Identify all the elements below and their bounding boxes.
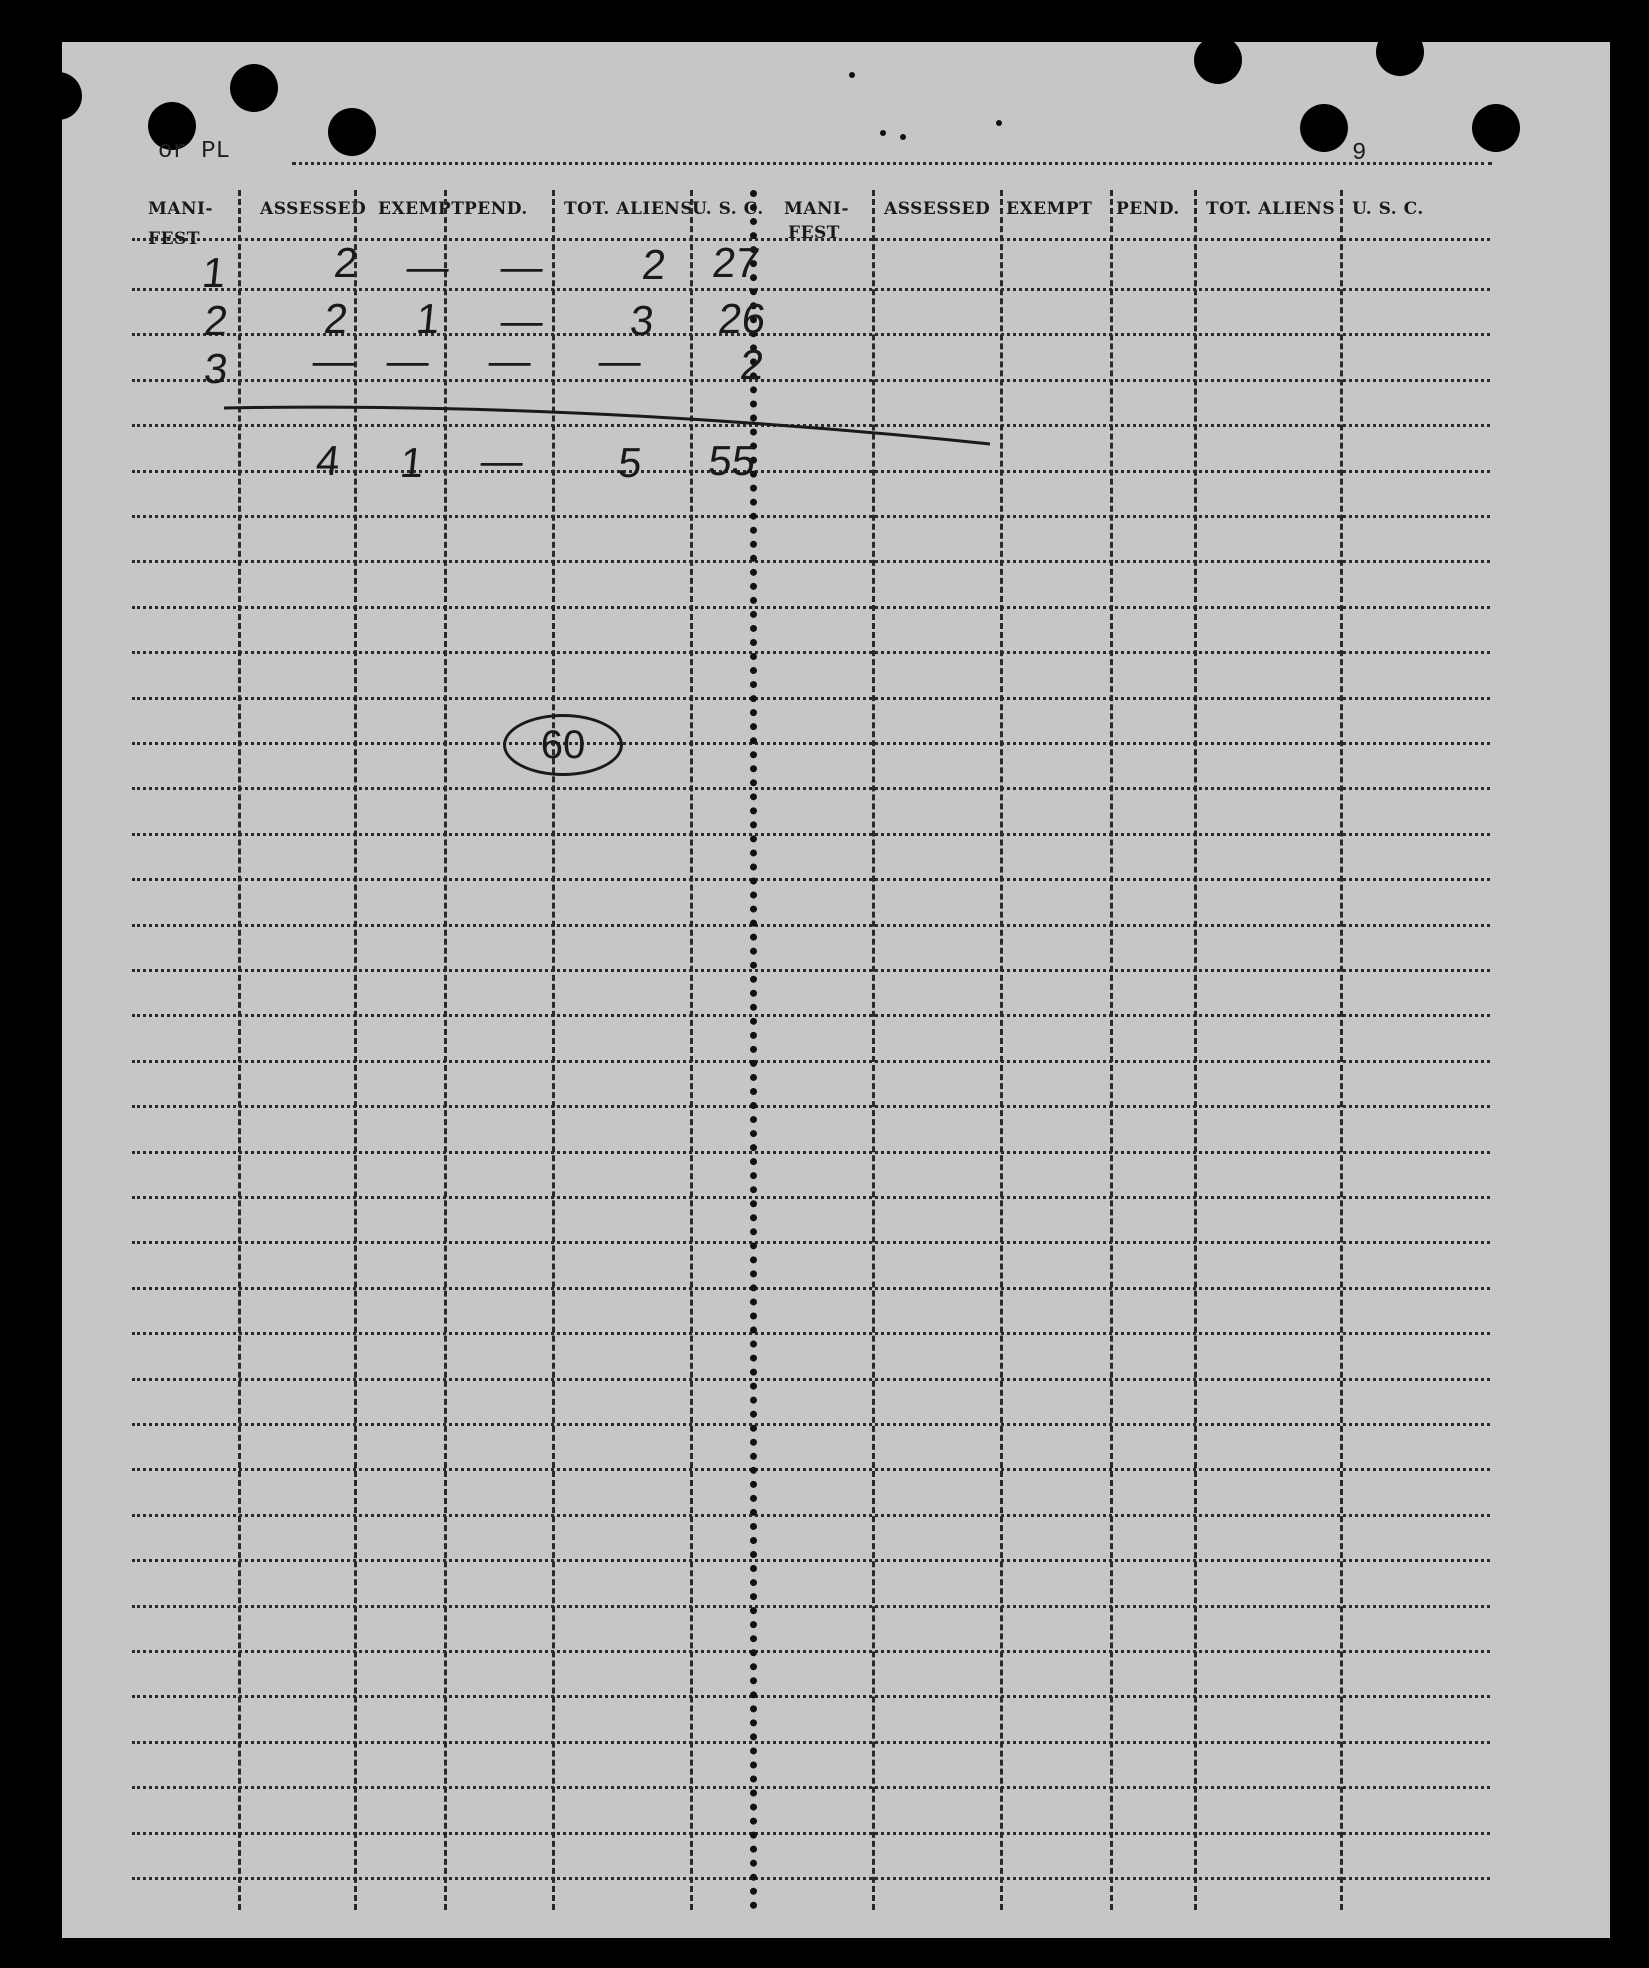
row2-usc: 26	[716, 295, 768, 342]
row2-tot-aliens: 3	[627, 297, 657, 344]
header-exempt-right: EXEMPT	[1006, 199, 1093, 219]
total-assessed: 4	[313, 437, 343, 484]
handwritten-total-rule	[224, 407, 990, 444]
row1-usc: 27	[710, 239, 762, 286]
header-tot-aliens-left: TOT. ALIENS	[564, 199, 694, 219]
header-manifest-right: MANI-	[784, 199, 850, 219]
form-year-suffix: 9	[1352, 140, 1367, 167]
row2-pend: —	[498, 297, 546, 344]
row1-exempt: —	[404, 243, 452, 290]
header-usc-right: U. S. C.	[1352, 199, 1424, 219]
total-rule-svg	[62, 42, 1610, 1938]
header-manifest-left-cont: FEST	[148, 229, 200, 249]
row3-assessed: —	[310, 337, 358, 384]
row3-exempt: —	[384, 337, 432, 384]
header-pend-left: PEND.	[464, 199, 528, 219]
row3-usc: 2	[737, 341, 767, 388]
row3-manifest: 3	[201, 345, 231, 392]
row1-assessed: 2	[331, 239, 361, 286]
row3-tot-aliens: —	[596, 337, 644, 384]
row2-manifest: 2	[201, 297, 231, 344]
header-tot-aliens-right: TOT. ALIENS	[1206, 199, 1336, 219]
form-label-prefix: or PL	[158, 138, 231, 165]
row1-pend: —	[498, 243, 546, 290]
total-tot-aliens: 5	[615, 439, 645, 486]
header-manifest-left: MANI-	[148, 199, 214, 219]
total-usc: 55	[706, 437, 758, 484]
header-manifest-right-cont: FEST	[788, 223, 840, 243]
header-exempt-left: EXEMPT	[378, 199, 465, 219]
row1-tot-aliens: 2	[639, 241, 669, 288]
row2-exempt: 1	[413, 295, 443, 342]
header-pend-right: PEND.	[1116, 199, 1180, 219]
total-pend: —	[478, 437, 526, 484]
header-usc-left: U. S. C.	[692, 199, 764, 219]
circled-note-text: 60	[540, 723, 586, 767]
header-assessed-left: ASSESSED	[260, 199, 367, 219]
row2-assessed: 2	[321, 295, 351, 342]
header-assessed-right: ASSESSED	[884, 199, 991, 219]
total-exempt: 1	[397, 439, 427, 486]
row1-manifest: 1	[199, 249, 229, 296]
row3-pend: —	[486, 337, 534, 384]
form-sheet	[62, 42, 1610, 1938]
